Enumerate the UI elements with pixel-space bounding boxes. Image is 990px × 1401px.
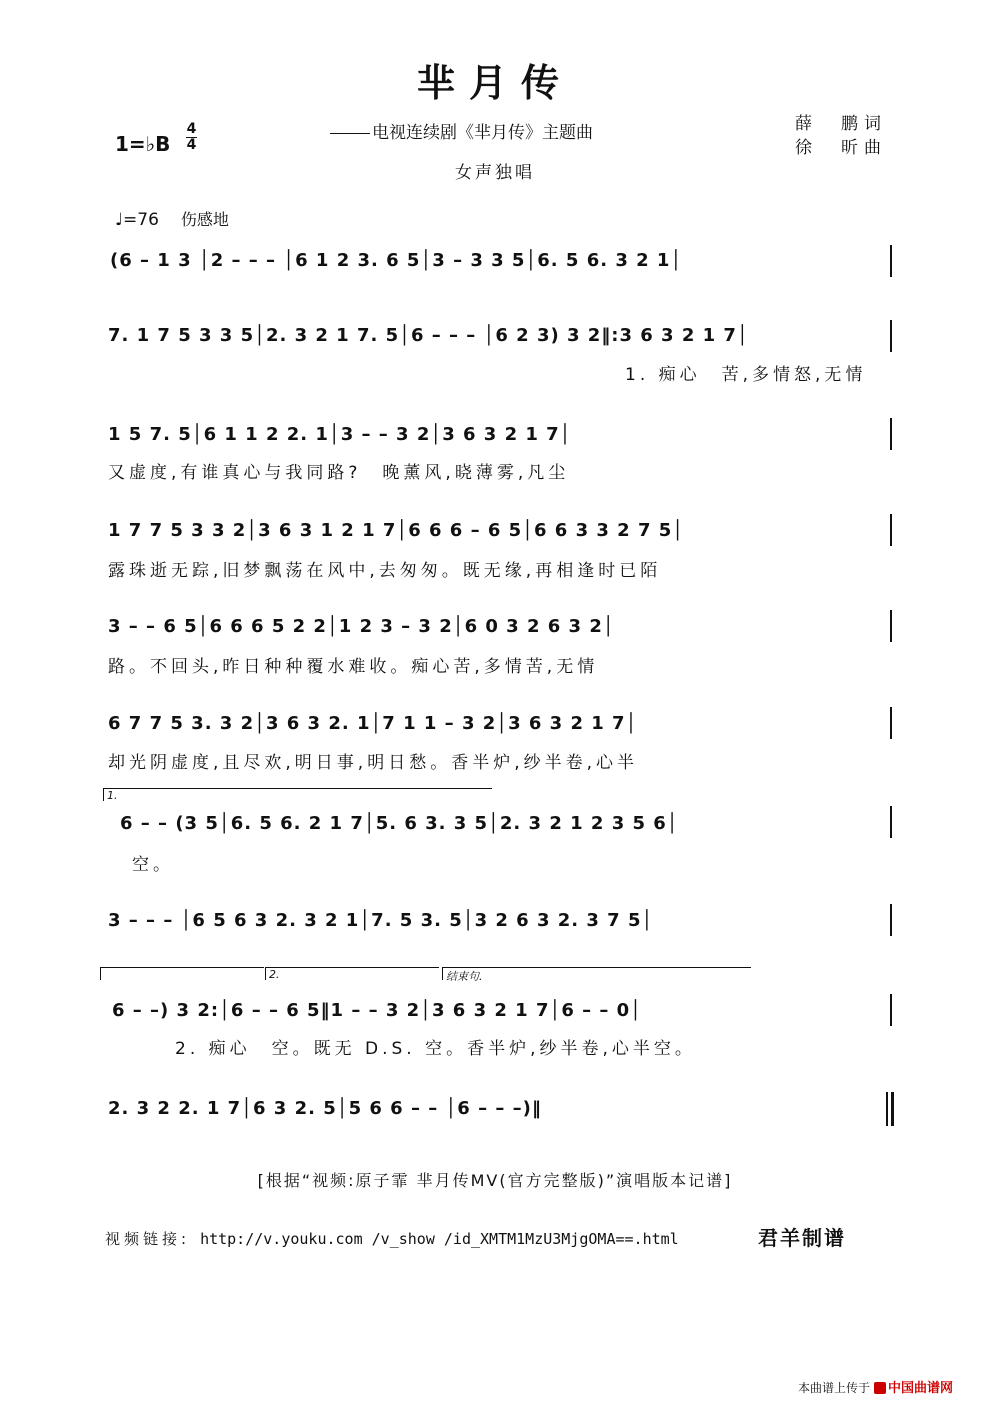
score-row-7-notes: 6 – – (3 5│6. 5 6. 2 1 7│5. 6 3. 3 5│2. 3 2 1 2 3 5 6│ bbox=[120, 813, 679, 834]
page-title: 芈月传 bbox=[416, 61, 573, 105]
score-row-10-notes: 2. 3 2 2. 1 7│6 3 2. 5│5 6 6 – – │6 – – –)‖ bbox=[108, 1098, 542, 1119]
voice-type: 女声独唱 bbox=[455, 163, 535, 183]
barline bbox=[890, 707, 892, 739]
tempo-marking bbox=[115, 207, 229, 230]
final-barline-thin bbox=[886, 1092, 888, 1126]
site-logo-icon bbox=[874, 1382, 886, 1394]
volta-1-bracket: 1. bbox=[103, 788, 492, 801]
mood-marking: 伤感地 bbox=[180, 210, 229, 229]
lyricist: 薛 鹏词 bbox=[795, 114, 887, 134]
score-row-3-lyrics: 又虚度,有谁真心与我同路? 晚薰风,晓薄雾,凡尘 bbox=[108, 463, 570, 483]
score-row-7-lyrics: 空。 bbox=[132, 855, 174, 875]
score-row-8-notes: 3 – – – │6 5 6 3 2. 3 2 1│7. 5 3. 5│3 2 6 3 2. 3 7 5│ bbox=[108, 910, 654, 931]
volta-2-bracket: 2. bbox=[265, 967, 439, 980]
score-row-6-notes: 6 7 7 5 3. 3 2│3 6 3 2. 1│7 1 1 – 3 2│3 6 3 2 1 7│ bbox=[108, 713, 638, 734]
tempo-value: ♩=76 bbox=[115, 210, 159, 230]
composer: 徐 昕曲 bbox=[795, 138, 887, 158]
key-signature: 1=♭B bbox=[115, 132, 171, 156]
barline bbox=[890, 610, 892, 642]
transcriber-signature: 君羊制谱 bbox=[758, 1226, 846, 1250]
score-row-4-lyrics: 露珠逝无踪,旧梦飘荡在风中,去匆匆。既无缘,再相逢时已陌 bbox=[108, 561, 662, 581]
barline bbox=[890, 994, 892, 1026]
credits bbox=[795, 112, 887, 160]
video-link-line bbox=[105, 1228, 679, 1249]
barline bbox=[890, 418, 892, 450]
footer-brand[interactable]: 中国曲谱网 bbox=[888, 1381, 954, 1396]
score-row-3-notes: 1 5 7. 5│6 1 1 2 2. 1│3 – – 3 2│3 6 3 2 1 7│ bbox=[108, 424, 572, 445]
dash-rule bbox=[330, 133, 370, 134]
score-row-2-lyrics: 1. 痴心 苦,多情怒,无情 bbox=[625, 365, 867, 385]
score-row-9-notes: 6 – –) 3 2:│6 – – 6 5‖1 – – 3 2│3 6 3 2 1 7│6 – – 0│ bbox=[112, 1000, 643, 1021]
time-top: 4 bbox=[186, 121, 197, 137]
footer bbox=[798, 1377, 953, 1396]
video-link[interactable]: http://v.youku.com /v_show /id_XMTM1MzU3MjgOMA==.html bbox=[200, 1230, 679, 1248]
barline bbox=[890, 245, 892, 277]
score-row-5-lyrics: 路。不回头,昨日种种覆水难收。痴心苦,多情苦,无情 bbox=[108, 657, 599, 677]
time-bottom: 4 bbox=[186, 137, 197, 153]
barline bbox=[890, 806, 892, 838]
ending-phrase-bracket: 结束句. bbox=[442, 967, 751, 980]
score-row-4-notes: 1 7 7 5 3 3 2│3 6 3 1 2 1 7│6 6 6 – 6 5│6 6 3 3 2 7 5│ bbox=[108, 520, 685, 541]
score-row-1-notes: (6 – 1 3 │2 – – – │6 1 2 3. 6 5│3 – 3 3 5│6. 5 6. 3 2 1│ bbox=[110, 250, 683, 271]
subtitle bbox=[330, 118, 593, 143]
barline bbox=[890, 320, 892, 352]
score-row-9-lyrics: 2. 痴心 空。既无 D.S. 空。香半炉,纱半卷,心半空。 bbox=[175, 1039, 696, 1059]
barline bbox=[890, 904, 892, 936]
time-signature bbox=[186, 122, 197, 153]
subtitle-text: 电视连续剧《芈月传》主题曲 bbox=[372, 123, 593, 143]
score-row-6-lyrics: 却光阴虚度,且尽欢,明日事,明日愁。香半炉,纱半卷,心半 bbox=[108, 753, 639, 773]
barline bbox=[890, 514, 892, 546]
source-note: [根据“视频:原子霏 芈月传MV(官方完整版)”演唱版本记谱] bbox=[257, 1171, 733, 1190]
score-row-5-notes: 3 – – 6 5│6 6 6 5 2 2│1 2 3 – 3 2│6 0 3 2 6 3 2│ bbox=[108, 616, 615, 637]
volta-1-continuation bbox=[100, 967, 264, 980]
final-barline-thick bbox=[891, 1092, 894, 1126]
footer-text: 本曲谱上传于 bbox=[798, 1381, 871, 1395]
score-row-2-notes: 7. 1 7 5 3 3 5│2. 3 2 1 7. 5│6 – – – │6 2 3) 3 2‖:3 6 3 2 1 7│ bbox=[108, 325, 749, 346]
video-link-label: 视频链接: bbox=[105, 1230, 191, 1248]
